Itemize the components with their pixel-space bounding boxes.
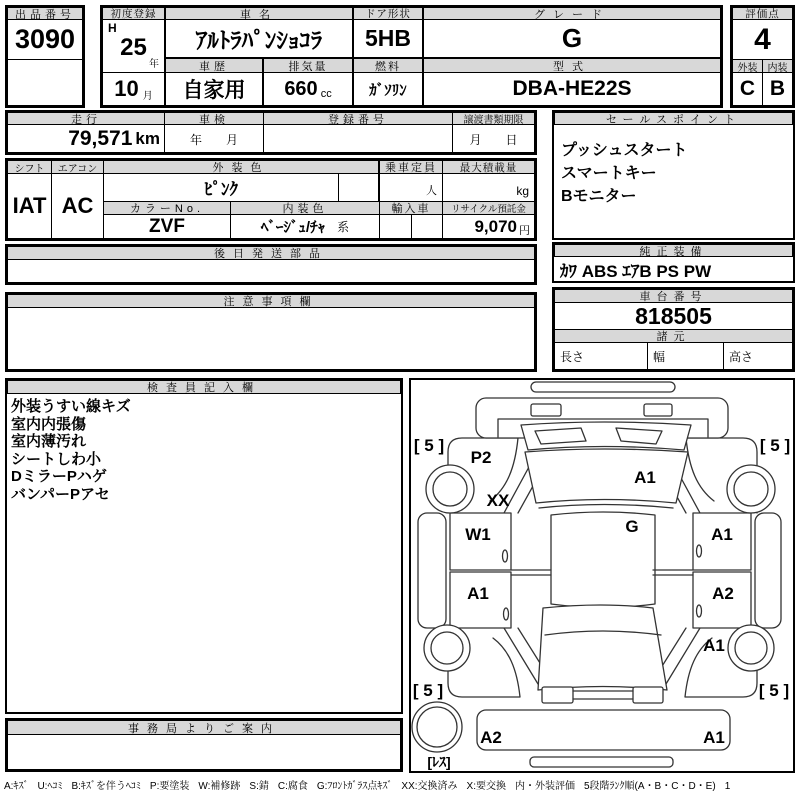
year-unit: 年 — [149, 59, 159, 70]
door-shape-label: ドア形状 — [353, 7, 423, 20]
history-label: 車歴 — [165, 58, 263, 73]
inspector-label: 検査員記入欄 — [7, 380, 401, 394]
mileage-unit: km — [135, 128, 160, 148]
reg-month: 10 — [114, 76, 139, 101]
damage-code-rear-bumper-left: A2 — [480, 728, 502, 747]
damage-code-glass-center: G — [625, 517, 639, 536]
exterior-grade-value: C — [732, 72, 763, 106]
inspector-note: 外装うすい線キズ — [11, 398, 131, 415]
damage-code-left-rear-door: A1 — [467, 584, 489, 603]
exterior-color-suffix-cell — [338, 173, 379, 202]
later-parts-box — [7, 259, 535, 283]
interior-grade-label: 内装 — [762, 59, 793, 73]
interior-grade-value: B — [762, 72, 793, 106]
damage-diagram — [409, 378, 795, 773]
caution-box — [7, 307, 535, 370]
fuel-value: ｶﾞｿﾘﾝ — [353, 72, 423, 106]
max-load-label: 最大積載量 — [442, 160, 535, 174]
score-label: 評価点 — [732, 7, 793, 20]
sales-point-item: プッシュスタート — [561, 142, 688, 159]
capacity-label: 乗車定員 — [379, 160, 443, 174]
damage-code-left-fender-lower: XX — [486, 491, 510, 510]
inspector-note: DミラーPハゲ — [11, 468, 107, 485]
mileage-value — [7, 124, 165, 153]
lot-block — [5, 5, 85, 108]
damage-code-right-front-door: A1 — [711, 525, 733, 544]
fuel-label: 燃料 — [353, 58, 423, 73]
car-name-label: 車名 — [165, 7, 353, 20]
equipment-label: 純正装備 — [554, 244, 793, 257]
car-outline-diagram — [411, 380, 793, 771]
model-code-label: 型式 — [423, 58, 721, 73]
transfer-deadline-value: 月 日 — [452, 124, 535, 153]
chassis-number-value: 818505 — [554, 302, 793, 330]
recycle-fee-value — [442, 214, 535, 239]
recycle-fee-unit: 円 — [519, 224, 530, 237]
legend-item: U:ﾍｺﾐ — [37, 781, 63, 792]
interior-color-suffix: 系 — [337, 220, 350, 234]
damage-code-rear-bumper-right: A1 — [703, 728, 725, 747]
max-load-value: kg — [442, 173, 535, 202]
vehicle-header-block — [100, 5, 723, 108]
era-letter: H — [108, 21, 117, 35]
sales-points-label: セールスポイント — [554, 112, 793, 125]
shift-label: シフト — [7, 160, 52, 174]
recycle-fee-number: 9,070 — [474, 216, 517, 236]
legend-item: S:錆 — [249, 781, 269, 792]
caution-block — [5, 292, 537, 372]
first-registration-month — [102, 72, 165, 106]
damage-code-legend — [4, 777, 796, 792]
interior-color-text: ﾍﾞｰｼﾞｭ/ﾁｬ — [260, 219, 326, 236]
mileage-block — [5, 110, 537, 155]
chassis-block — [552, 287, 795, 372]
recycle-fee-label: リサイクル預託金 — [442, 201, 535, 215]
lot-empty-cell — [7, 59, 83, 106]
grade-value: G — [423, 19, 721, 58]
damage-code-windshield: A1 — [634, 468, 656, 487]
damage-code-left-front-door: W1 — [465, 525, 491, 544]
color-no-value: ZVF — [103, 214, 231, 239]
lot-number-value: 3090 — [7, 19, 83, 60]
office-box — [7, 734, 401, 770]
sales-points-list — [554, 125, 793, 238]
later-parts-label: 後日発送部品 — [7, 246, 535, 260]
inspection-label: 車検 — [164, 112, 264, 125]
mileage-label: 走行 — [7, 112, 165, 125]
legend-item: X:要交換 — [466, 781, 506, 792]
displacement-label: 排気量 — [263, 58, 353, 73]
inspector-note: シートしわ小 — [11, 450, 102, 468]
height-cell: 高さ — [723, 342, 793, 370]
inspector-note: 室内内張傷 — [11, 415, 87, 433]
color-no-label: カラーNo. — [103, 201, 231, 215]
inspector-note: 室内薄汚れ — [11, 433, 87, 450]
damage-code-rear-right-tire: [ 5 ] — [758, 681, 790, 700]
inspection-value: 年 月 — [164, 124, 264, 153]
sales-point-item: Bモニター — [561, 188, 637, 205]
lot-number-label: 出品番号 — [7, 7, 83, 20]
first-registration-label: 初度登録 — [102, 7, 165, 20]
registration-number-label: 登録番号 — [263, 112, 453, 125]
damage-code-front-left-tire: [ 5 ] — [413, 436, 445, 455]
inspector-block — [5, 378, 403, 714]
legend-item: G:ﾌﾛﾝﾄｶﾞﾗｽ点ｷｽﾞ — [316, 781, 393, 792]
sales-point-item: スマートキー — [561, 165, 657, 182]
reg-year: 25 — [120, 34, 147, 61]
transfer-deadline-label: 譲渡書類期限 — [452, 112, 535, 125]
office-label: 事務局よりご案内 — [7, 720, 401, 735]
registration-number-value — [263, 124, 453, 153]
score-value: 4 — [732, 19, 793, 60]
legend-item: P:要塗装 — [149, 781, 190, 792]
length-cell: 長さ — [554, 342, 648, 370]
damage-code-spare-tire: [ﾚｽ] — [427, 754, 451, 770]
exterior-color-value: ﾋﾟﾝｸ — [103, 173, 339, 202]
aircon-label: エアコン — [51, 160, 104, 174]
import-label: 輸入車 — [379, 201, 443, 215]
legend-item: B:ｷｽﾞを伴うﾍｺﾐ — [71, 781, 141, 792]
damage-code-left-front-fender: P2 — [470, 448, 492, 467]
legend-item: 内・外装評価 — [515, 781, 575, 792]
import-cell-1 — [379, 214, 412, 239]
legend-item: XX:交換済み — [401, 781, 458, 792]
displacement-value — [263, 72, 353, 106]
damage-code-rear-left-tire: [ 5 ] — [412, 681, 444, 700]
history-value: 自家用 — [165, 72, 263, 106]
door-shape-value: 5HB — [353, 19, 423, 58]
damage-code-right-rear-fender: A1 — [703, 636, 725, 655]
legend-item: 5段階ﾗﾝｸ順(A・B・C・D・E) — [584, 781, 716, 792]
damage-code-right-rear-door: A2 — [712, 584, 734, 603]
mileage-number: 79,571 — [68, 126, 133, 150]
interior-color-label: 内装色 — [230, 201, 380, 215]
damage-code-front-right-tire: [ 5 ] — [759, 436, 791, 455]
first-registration-year — [102, 19, 165, 73]
inspector-note: バンパーPアセ — [11, 485, 110, 503]
inspector-notes-list — [7, 394, 401, 712]
shift-value: IAT — [7, 173, 52, 239]
width-cell: 幅 — [647, 342, 724, 370]
office-block — [5, 718, 403, 772]
score-block — [730, 5, 795, 108]
capacity-value: 人 — [379, 173, 443, 202]
sales-points-block — [552, 110, 795, 240]
legend-item: 1 — [724, 781, 731, 792]
legend-item: W:補修跡 — [198, 781, 241, 792]
model-code-value: DBA-HE22S — [423, 72, 721, 106]
caution-label: 注意事項欄 — [7, 294, 535, 308]
dimensions-label: 諸元 — [554, 329, 793, 343]
legend-item: C:腐食 — [277, 781, 308, 792]
interior-color-value — [230, 214, 380, 239]
aircon-value: AC — [51, 173, 104, 239]
import-cell-2 — [411, 214, 443, 239]
specs-block — [5, 158, 537, 241]
exterior-color-label: 外装色 — [103, 160, 379, 174]
exterior-grade-label: 外装 — [732, 59, 763, 73]
displacement-unit: cc — [320, 88, 332, 100]
car-name-value: ｱﾙﾄﾗﾊﾟﾝｼｮｺﾗ — [165, 19, 353, 58]
equipment-block — [552, 242, 795, 283]
grade-label: グレード — [423, 7, 721, 20]
month-unit: 月 — [142, 90, 153, 102]
later-parts-block — [5, 244, 537, 285]
chassis-number-label: 車台番号 — [554, 289, 793, 303]
equipment-value: ｶﾜ ABS ｴｱB PS PW — [560, 261, 712, 281]
legend-item: A:ｷｽﾞ — [4, 781, 29, 792]
displacement-number: 660 — [284, 77, 318, 100]
